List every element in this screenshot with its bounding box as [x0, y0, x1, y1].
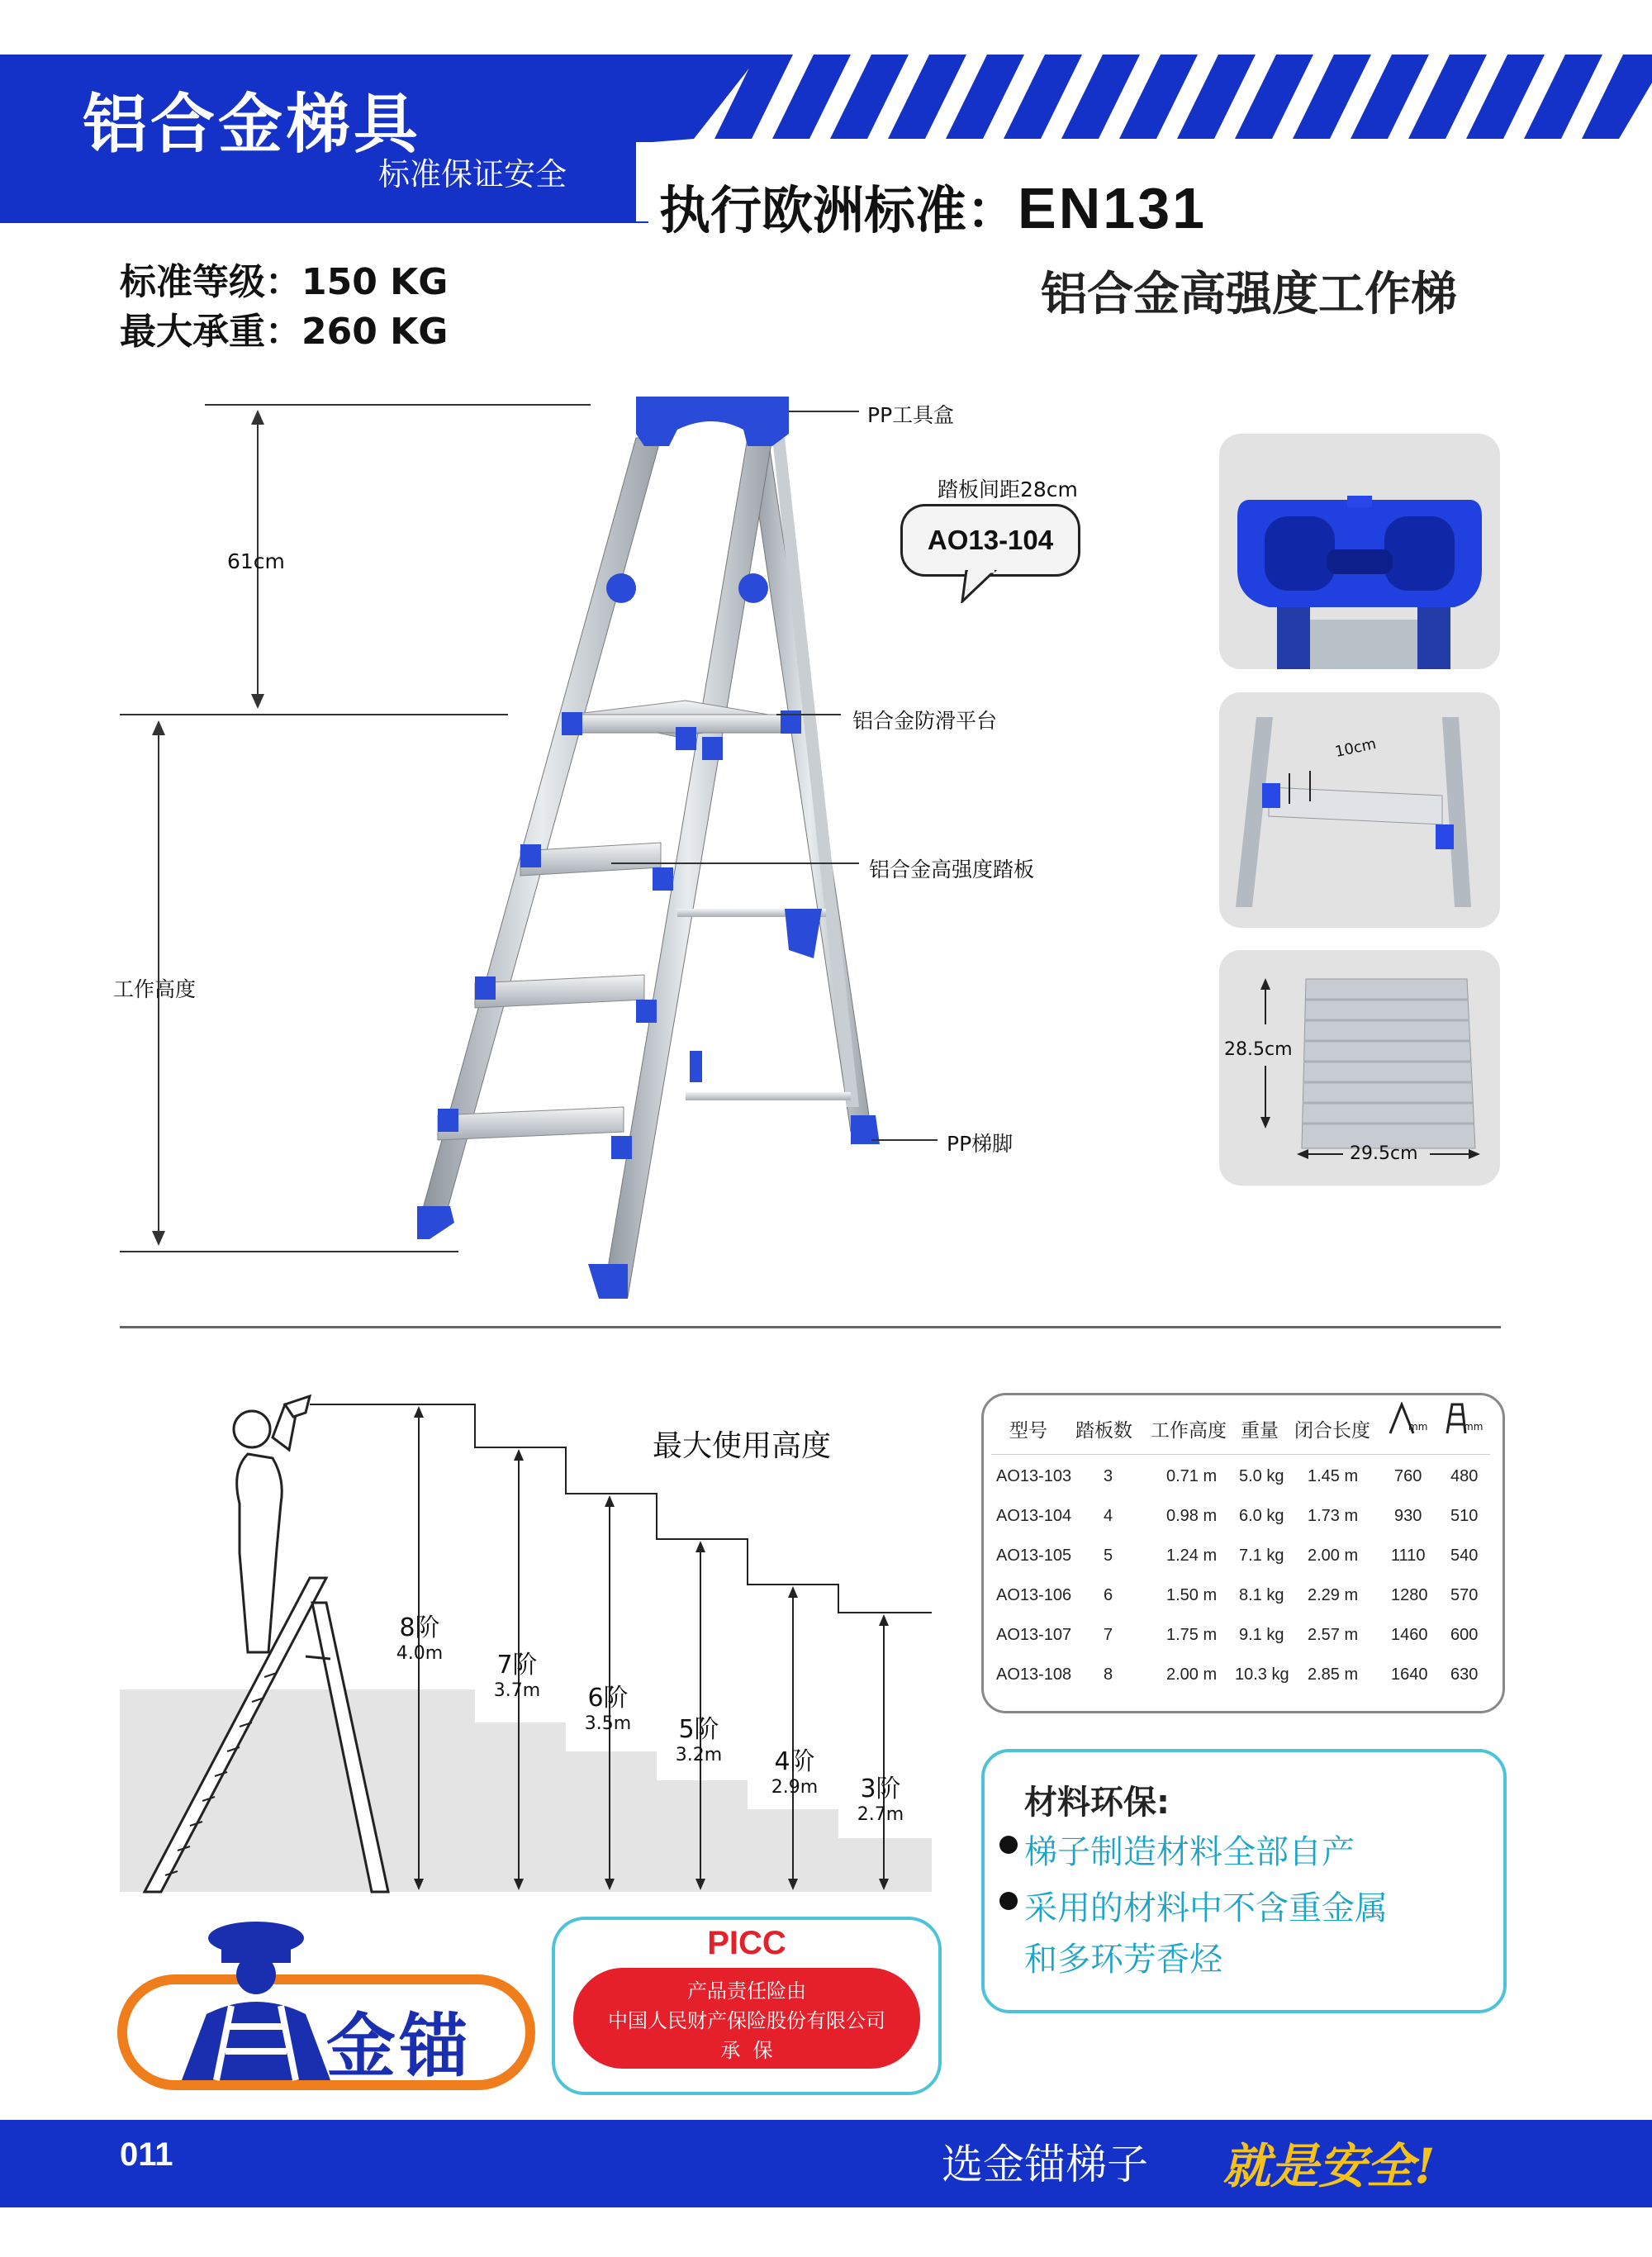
height-6 [583, 1677, 633, 1734]
toolbox-illustration [1219, 434, 1500, 669]
standard-label: 执行欧洲标准： [659, 180, 1018, 240]
eco-bullet-1 [999, 1836, 1018, 1854]
table-row-3-height: 1.50 m [1166, 1586, 1218, 1604]
th-steps: 踏板数 [1075, 1420, 1132, 1442]
picc-line-3: 承 保 [720, 2039, 773, 2062]
th-model: 型号 [1009, 1420, 1047, 1442]
table-row-5-height: 2.00 m [1166, 1665, 1218, 1684]
eco-item-2b: 和多环芳香烃 [1024, 1941, 1222, 1979]
spec-max-load: 最大承重：260 KG [120, 311, 449, 353]
th-a-unit: mm [1408, 1421, 1428, 1433]
table-row-5-steps: 8 [1104, 1665, 1113, 1684]
label-feet: PP梯脚 [947, 1132, 1014, 1156]
picc-line-2: 中国人民财产保险股份有限公司 [608, 2009, 885, 2032]
table-row-4-a: 1460 [1391, 1626, 1428, 1644]
table-row-4-height: 1.75 m [1166, 1626, 1218, 1644]
page-title: 铝合金梯具 [83, 88, 422, 162]
table-row-4-weight: 9.1 kg [1239, 1626, 1284, 1644]
label-step-spacing: 踏板间距28cm [938, 478, 1078, 501]
bubble-tail [958, 570, 1008, 603]
table-row-5-l: 630 [1450, 1665, 1479, 1684]
height-3-value: 2.7m [857, 1804, 904, 1825]
page-subtitle: 标准保证安全 [378, 156, 567, 192]
table-row-3-l: 570 [1450, 1586, 1479, 1604]
card-platform [1219, 692, 1500, 928]
label-tread-width: 29.5cm [1350, 1143, 1418, 1164]
model-bubble: AO13-104 [900, 504, 1080, 577]
height-5 [674, 1708, 724, 1765]
eco-title: 材料环保: [1024, 1784, 1170, 1822]
table-row-1-a: 930 [1394, 1507, 1422, 1525]
label-tread: 铝合金高强度踏板 [869, 858, 1035, 881]
th-ladder-unit: mm [1464, 1421, 1483, 1433]
table-row-2-l: 540 [1450, 1547, 1479, 1565]
table-row-5-a: 1640 [1391, 1665, 1428, 1684]
table-row-5-weight: 10.3 kg [1235, 1665, 1289, 1684]
table-row-2-weight: 7.1 kg [1239, 1547, 1284, 1565]
label-working-height: 工作高度 [113, 977, 197, 1001]
height-4-value: 2.9m [771, 1777, 819, 1798]
table-row-3-weight: 8.1 kg [1239, 1586, 1284, 1604]
card-tread [1219, 950, 1500, 1186]
table-row-3-a: 1280 [1391, 1586, 1428, 1604]
height-3-steps: 3阶 [860, 1775, 901, 1803]
platform-illustration [1219, 692, 1500, 928]
card-toolbox [1219, 434, 1500, 669]
table-row-3-closed: 2.29 m [1308, 1586, 1359, 1604]
th-working-height: 工作高度 [1151, 1420, 1227, 1442]
max-height-title: 最大使用高度 [653, 1429, 832, 1463]
table-row-3-steps: 6 [1104, 1586, 1113, 1604]
table-row-4-model: AO13-107 [996, 1626, 1072, 1644]
th-closed-length: 闭合长度 [1294, 1420, 1370, 1442]
height-5-value: 3.2m [675, 1745, 723, 1765]
table-row-4-closed: 2.57 m [1308, 1626, 1359, 1644]
height-3 [856, 1768, 905, 1825]
height-8-value: 4.0m [396, 1643, 444, 1664]
label-tread-depth: 28.5cm [1224, 1039, 1293, 1060]
table-row-0-weight: 5.0 kg [1239, 1467, 1284, 1485]
table-row-0-model: AO13-103 [996, 1467, 1072, 1485]
label-platform: 铝合金防滑平台 [852, 709, 998, 733]
table-row-0-closed: 1.45 m [1308, 1467, 1359, 1485]
ladder-diagram [0, 380, 950, 1314]
height-6-value: 3.5m [584, 1713, 632, 1734]
table-row-2-steps: 5 [1104, 1547, 1113, 1565]
picc-line-1: 产品责任险由 [687, 1979, 806, 2003]
table-row-2-closed: 2.00 m [1308, 1547, 1359, 1565]
spec-level: 标准等级：150 KG [120, 261, 449, 303]
table-row-2-height: 1.24 m [1166, 1547, 1218, 1565]
table-row-1-height: 0.98 m [1166, 1507, 1218, 1525]
standard-code: EN131 [1018, 176, 1208, 240]
height-7-steps: 7阶 [496, 1651, 538, 1680]
table-row-5-closed: 2.85 m [1308, 1665, 1359, 1684]
table-row-1-closed: 1.73 m [1308, 1507, 1359, 1525]
table-header-rule [991, 1454, 1490, 1455]
eco-item-1: 梯子制造材料全部自产 [1024, 1833, 1355, 1871]
table-row-2-a: 1110 [1391, 1547, 1426, 1565]
max-height-diagram [0, 1388, 958, 1917]
height-8-steps: 8阶 [399, 1613, 440, 1642]
table-row-1-model: AO13-104 [996, 1507, 1072, 1525]
table-row-3-model: AO13-106 [996, 1586, 1072, 1604]
page-number: 011 [120, 2136, 173, 2173]
height-5-steps: 5阶 [678, 1715, 719, 1744]
th-weight: 重量 [1241, 1420, 1279, 1442]
label-platform-width: 10cm [1333, 734, 1378, 762]
brand-name: 金锚 [326, 2006, 472, 2087]
table-row-4-l: 600 [1450, 1626, 1479, 1644]
product-name: 铝合金高强度工作梯 [1041, 268, 1457, 321]
table-row-5-model: AO13-108 [996, 1665, 1072, 1684]
label-toolbox: PP工具盒 [867, 403, 955, 427]
table-row-1-l: 510 [1450, 1507, 1479, 1525]
table-row-0-l: 480 [1450, 1467, 1479, 1485]
height-6-steps: 6阶 [587, 1684, 629, 1713]
table-row-0-a: 760 [1394, 1467, 1422, 1485]
height-8 [395, 1607, 444, 1664]
table-row-0-steps: 3 [1104, 1467, 1113, 1485]
eco-bullet-2 [999, 1892, 1018, 1910]
height-4-steps: 4阶 [774, 1747, 815, 1776]
standard-heading [659, 169, 1207, 243]
table-row-1-steps: 4 [1104, 1507, 1113, 1525]
section-divider [120, 1326, 1501, 1328]
height-7 [492, 1644, 542, 1701]
label-height-top: 61cm [227, 549, 285, 573]
height-7-value: 3.7m [493, 1680, 541, 1701]
table-row-4-steps: 7 [1104, 1626, 1113, 1644]
table-row-0-height: 0.71 m [1166, 1467, 1218, 1485]
picc-title: PICC [707, 1925, 786, 1961]
table-row-1-weight: 6.0 kg [1239, 1507, 1284, 1525]
height-4 [770, 1741, 819, 1798]
table-row-2-model: AO13-105 [996, 1547, 1072, 1565]
eco-item-2a: 采用的材料中不含重金属 [1024, 1889, 1388, 1927]
footer-slogan-bold: 就是安全! [1222, 2138, 1436, 2194]
footer-slogan: 选金锚梯子 [942, 2141, 1148, 2188]
